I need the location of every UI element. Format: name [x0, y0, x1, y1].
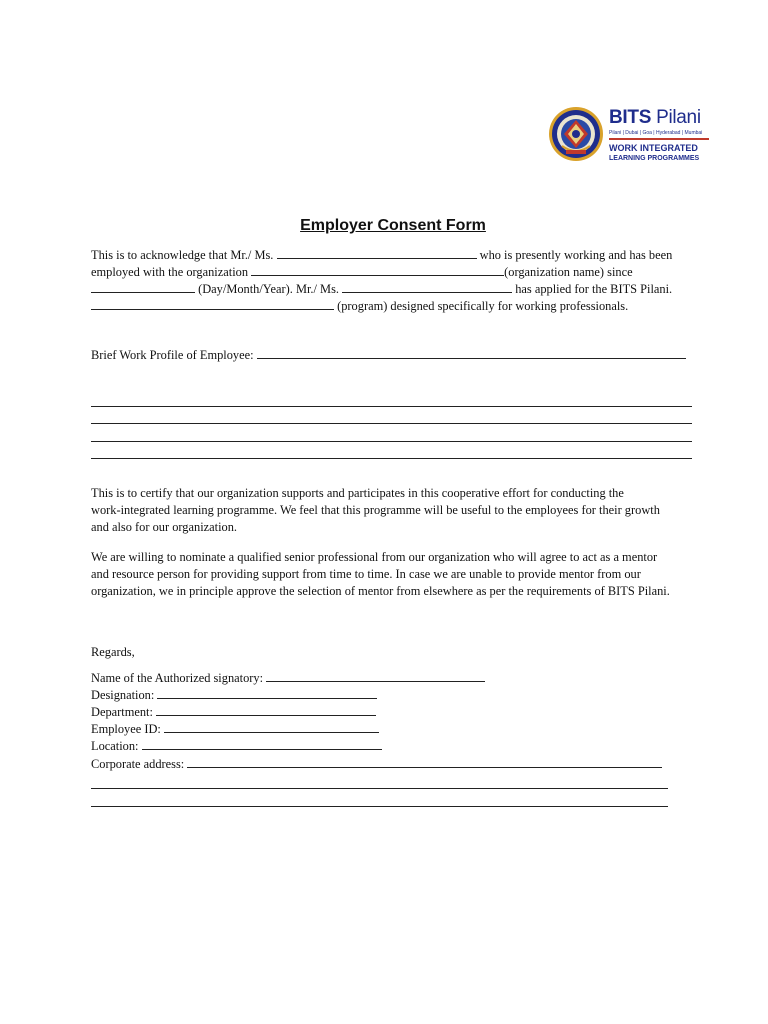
- applicant-name-field[interactable]: [342, 280, 512, 293]
- brand-name: [609, 107, 768, 129]
- bits-pilani-logo: [548, 106, 768, 166]
- work-profile-rule-4[interactable]: [91, 458, 692, 459]
- employee-name-field[interactable]: [277, 246, 477, 259]
- work-profile-label: Brief Work Profile of Employee:: [91, 348, 254, 362]
- employee-id-label: Employee ID:: [91, 722, 161, 736]
- certify-line-1: This is to certify that our organization supports and participates in this cooperative effort for conducting the: [91, 486, 624, 500]
- regards-text: Regards,: [91, 645, 135, 659]
- employee-id-field[interactable]: [164, 720, 379, 733]
- brand-tagline-line-1: WORK INTEGRATED: [609, 143, 698, 153]
- location-label: Location:: [91, 739, 139, 753]
- designation-label: Designation:: [91, 688, 155, 702]
- work-profile-field[interactable]: [257, 346, 686, 359]
- brand-tagline-line-2: LEARNING PROGRAMMES: [609, 155, 700, 162]
- certify-line-3: and also for our organization.: [91, 520, 238, 534]
- brand-campuses: Pilani | Dubai | Goa | Hyderabad | Mumbai: [609, 129, 709, 140]
- designation-field[interactable]: [157, 686, 377, 699]
- department-field[interactable]: [156, 703, 376, 716]
- work-profile-line: [91, 346, 686, 364]
- ack-line-1-text-b: who is presently working and has been: [479, 248, 673, 262]
- signatory-name-row: [91, 669, 485, 687]
- ack-line-3: [91, 280, 672, 298]
- location-field[interactable]: [142, 737, 382, 750]
- department-row: [91, 703, 376, 721]
- corporate-address-rule-1[interactable]: [91, 788, 668, 789]
- ack-line-3-text-a: (Day/Month/Year). Mr./ Ms.: [198, 282, 339, 296]
- ack-line-4-text-a: (program) designed specifically for working professionals.: [337, 299, 629, 313]
- employee-id-row: [91, 720, 379, 738]
- corporate-address-field[interactable]: [187, 755, 662, 768]
- mentor-line-1: We are willing to nominate a qualified senior professional from our organization who will agree to act as a mentor: [91, 550, 658, 564]
- brand-name-light: Pilani: [656, 107, 701, 128]
- form-title: Employer Consent Form: [300, 217, 486, 234]
- department-label: Department:: [91, 705, 153, 719]
- ack-line-2-text-a: employed with the organization: [91, 265, 249, 279]
- location-row: [91, 737, 382, 755]
- mentor-line-3: organization, we in principle approve the selection of mentor from elsewhere as per the requirements of BITS Pilani.: [91, 584, 670, 598]
- program-name-field[interactable]: [91, 297, 334, 310]
- work-profile-rule-1[interactable]: [91, 406, 692, 407]
- ack-line-2: [91, 263, 633, 281]
- corporate-address-row: [91, 755, 662, 773]
- certify-line-2: work-integrated learning programme. We feel that this programme will be useful to the employees for their growth: [91, 503, 660, 517]
- ack-line-1: [91, 246, 672, 264]
- brand-tagline: [609, 143, 768, 163]
- corporate-address-rule-2[interactable]: [91, 806, 668, 807]
- ack-line-4: [91, 297, 628, 315]
- ack-line-1-text-a: This is to acknowledge that Mr./ Ms.: [91, 248, 274, 262]
- mentor-line-2: and resource person for providing support from time to time. In case we are unable to provide mentor from our: [91, 567, 641, 581]
- signatory-name-field[interactable]: [266, 669, 485, 682]
- ack-line-3-text-b: has applied for the BITS Pilani.: [515, 282, 673, 296]
- brand-block: [609, 107, 768, 163]
- designation-row: [91, 686, 377, 704]
- corporate-address-label: Corporate address:: [91, 757, 185, 771]
- signatory-name-label: Name of the Authorized signatory:: [91, 671, 264, 685]
- work-profile-rule-2[interactable]: [91, 423, 692, 424]
- brand-name-bold: BITS: [609, 107, 652, 128]
- work-profile-rule-3[interactable]: [91, 441, 692, 442]
- organization-name-field[interactable]: [251, 263, 504, 276]
- bits-pilani-seal-icon: [548, 106, 604, 162]
- joining-date-field[interactable]: [91, 280, 195, 293]
- ack-line-2-text-b: (organization name) since: [504, 265, 633, 279]
